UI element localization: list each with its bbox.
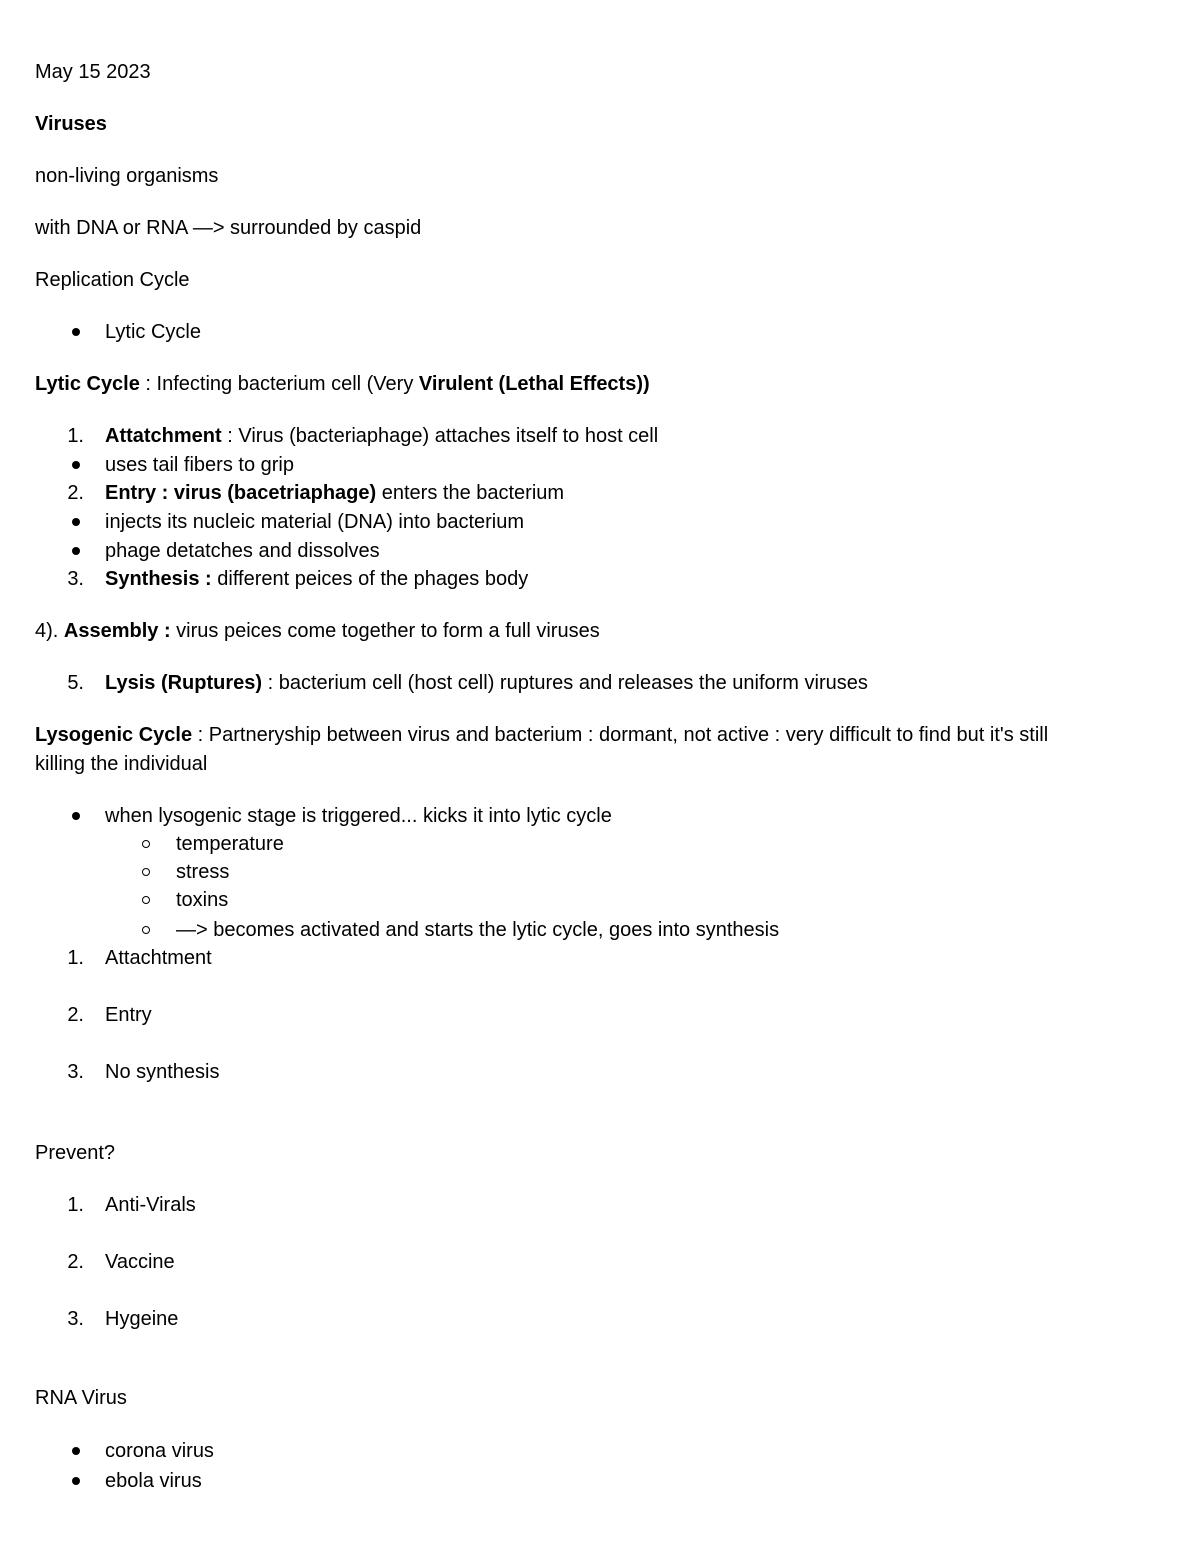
bullet-dot xyxy=(72,461,80,469)
list-item xyxy=(105,670,868,696)
sub-bullet-circle xyxy=(142,926,150,934)
section-heading: Replication Cycle xyxy=(35,269,190,291)
step-text: enters the bacterium xyxy=(376,482,565,504)
bullet-dot xyxy=(72,328,80,336)
list-item: No synthesis xyxy=(105,1061,220,1083)
list-item: Anti-Virals xyxy=(105,1194,196,1216)
list-item: Attachtment xyxy=(105,947,212,969)
lytic-label: Lytic Cycle xyxy=(35,373,140,395)
sub-bullet-circle xyxy=(142,840,150,848)
list-item xyxy=(105,566,528,592)
step-label: Attatchment xyxy=(105,425,222,447)
lysogenic-label: Lysogenic Cycle xyxy=(35,724,193,746)
lytic-paragraph xyxy=(35,371,650,397)
section-heading: Prevent? xyxy=(35,1142,116,1164)
list-item: injects its nucleic material (DNA) into bacterium xyxy=(105,511,525,533)
text-line: non-living organisms xyxy=(35,165,219,187)
list-item xyxy=(105,480,564,506)
list-item: Entry xyxy=(105,1004,152,1026)
list-item: phage detatches and dissolves xyxy=(105,540,380,562)
list-item: Lytic Cycle xyxy=(105,321,201,343)
list-item: ebola virus xyxy=(105,1470,202,1492)
page-title: Viruses xyxy=(35,113,107,135)
list-number: 3. xyxy=(67,1308,84,1330)
lytic-bold-text: Virulent (Lethal Effects)) xyxy=(418,373,650,395)
sub-list-item: stress xyxy=(176,861,230,883)
sub-bullet-circle xyxy=(142,868,150,876)
sub-list-item: —> becomes activated and starts the lytic cycle, goes into synthesis xyxy=(176,919,780,941)
list-number: 3. xyxy=(67,1061,84,1083)
step-text: : Virus (bacteriaphage) attaches itself to host cell xyxy=(221,425,659,447)
list-item xyxy=(105,423,658,449)
list-item: corona virus xyxy=(105,1440,214,1462)
list-number: 2. xyxy=(67,1251,84,1273)
step-prefix: 4). xyxy=(35,620,64,642)
step-label: Synthesis : xyxy=(105,568,212,590)
lytic-text: : Infecting bacterium cell (Very xyxy=(139,373,419,395)
step-text: virus peices come together to form a full viruses xyxy=(170,620,600,642)
sub-list-item: toxins xyxy=(176,889,229,911)
lysogenic-text: : Partneryship between virus and bacterium : dormant, not active : very difficult to find but it's still xyxy=(192,724,1049,746)
bullet-dot xyxy=(72,547,80,555)
list-item: uses tail fibers to grip xyxy=(105,454,294,476)
lysogenic-text-cont: killing the individual xyxy=(35,753,208,775)
section-heading: RNA Virus xyxy=(35,1387,127,1409)
bullet-dot xyxy=(72,1447,80,1455)
list-item: when lysogenic stage is triggered... kicks it into lytic cycle xyxy=(105,805,612,827)
step-label: Assembly : xyxy=(63,620,171,642)
lysogenic-paragraph xyxy=(35,722,1048,748)
list-number: 3. xyxy=(67,568,84,590)
sub-list-item: temperature xyxy=(176,833,284,855)
list-item: Hygeine xyxy=(105,1308,179,1330)
list-number: 2. xyxy=(67,1004,84,1026)
list-number: 1. xyxy=(67,1194,84,1216)
list-item: Vaccine xyxy=(105,1251,175,1273)
step-label: Lysis (Ruptures) xyxy=(105,672,263,694)
bullet-dot xyxy=(72,1477,80,1485)
text-line: with DNA or RNA —> surrounded by caspid xyxy=(35,217,422,239)
list-number: 2. xyxy=(67,482,84,504)
bullet-dot xyxy=(72,518,80,526)
step-label: Entry : virus (bacetriaphage) xyxy=(105,482,377,504)
bullet-dot xyxy=(72,812,80,820)
list-number: 1. xyxy=(67,425,84,447)
step-text: different peices of the phages body xyxy=(211,568,529,590)
list-number: 1. xyxy=(67,947,84,969)
step-text: : bacterium cell (host cell) ruptures and releases the uniform viruses xyxy=(262,672,868,694)
list-number: 5. xyxy=(67,672,84,694)
assembly-line xyxy=(35,618,600,644)
sub-bullet-circle xyxy=(142,896,150,904)
date-line: May 15 2023 xyxy=(35,61,151,83)
